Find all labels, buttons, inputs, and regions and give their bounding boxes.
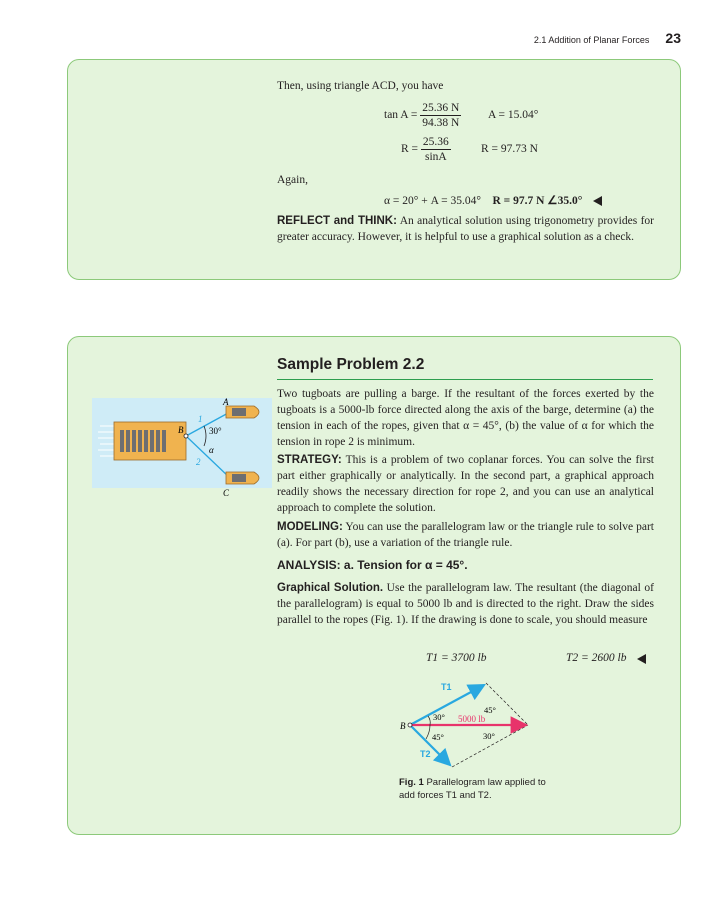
graphical-text: Use the parallelogram law. The resultant (the diagonal of the parallelogram) is equal to 5000 lb and is directed to the right. Draw the sides parallel to the ropes (Fig. 1). If the drawing is done to scale, you should measure — [277, 582, 654, 626]
label-rope-1: 1 — [198, 414, 203, 424]
eq1-lhs: tan A = — [384, 109, 418, 122]
equation-tan-a — [384, 101, 461, 130]
graphical-paragraph — [277, 580, 654, 628]
reflect-text: An analytical solution using trigonometry provides for greater accuracy. However, it is helpful to use a graphical solution as a check. — [277, 215, 655, 243]
angle-arc-45 — [426, 725, 430, 739]
label-a: A — [223, 397, 229, 407]
parallelogram-figure — [400, 680, 570, 772]
fig1-caption-text: Parallelogram law applied to add forces T1 and T2. — [399, 777, 546, 801]
page-number: 23 — [665, 30, 681, 46]
again-text: Again, — [277, 174, 308, 186]
answer-marker-icon — [593, 196, 602, 206]
fig1-caption — [399, 777, 559, 802]
eq1-numerator: 25.36 N — [422, 102, 460, 114]
eq1-fraction — [420, 101, 461, 130]
modeling-text: You can use the parallelogram law or the triangle rule to solve part (a). For part (b), use a variation of the triangle rule. — [277, 521, 654, 549]
point-b — [408, 723, 412, 727]
graphical-label: Graphical Solution. — [277, 582, 384, 594]
label-rope-2: 2 — [196, 457, 201, 467]
problem-statement: Two tugboats are pulling a barge. If the resultant of the forces exerted by the tugboats is a 5000-lb force directed along the axis of the barge, determine (a) the tension in each of the ropes, given that α = 45°, (b) the value of α for which the tension in rope 2 is minimum. — [277, 388, 654, 448]
analysis-heading: ANALYSIS: a. Tension for α = 45°. — [277, 558, 468, 572]
eq1-result: A = 15.04° — [488, 109, 539, 121]
strategy-label: STRATEGY: — [277, 454, 342, 466]
label-angle-30-top: 30° — [433, 712, 445, 722]
strategy-text: This is a problem of two coplanar forces. You can solve the first part either graphically or analytically. In the second part, a graphical approach readily shows the necessary direction for rope 2, and you can use an analytical approach to complete the solution. — [277, 454, 654, 514]
final-alpha: α = 20° + A = 35.04° — [384, 195, 481, 207]
equation-r — [401, 135, 451, 164]
t2-vector — [410, 725, 450, 765]
angle-arc-30 — [428, 716, 430, 725]
label-t2: T2 — [420, 749, 431, 759]
eq2-lhs: R = — [401, 143, 419, 156]
reflect-label: REFLECT and THINK: — [277, 215, 397, 227]
label-angle-45-bottom: 45° — [432, 732, 444, 742]
point-b — [184, 434, 188, 438]
label-30-degrees: 30° — [209, 426, 222, 436]
label-angle-30-bottom: 30° — [483, 731, 495, 741]
barge-tugboat-figure — [92, 392, 272, 496]
eq2-fraction — [421, 135, 451, 164]
answer-marker-icon — [637, 654, 646, 664]
reflect-paragraph — [277, 213, 654, 245]
eq2-result: R = 97.73 N — [481, 143, 538, 155]
dashed-side-upper — [486, 683, 528, 725]
intro-text: Then, using triangle ACD, you have — [277, 80, 444, 92]
modeling-label: MODELING: — [277, 521, 343, 533]
t2-result: T2 = 2600 lb — [566, 652, 627, 664]
eq2-denominator: sinA — [424, 151, 447, 163]
tugboat-c-cabin — [232, 474, 246, 482]
tugboat-a-cabin — [232, 408, 246, 416]
title-rule — [277, 379, 653, 380]
modeling-paragraph — [277, 519, 654, 551]
eq1-denominator: 94.38 N — [422, 117, 460, 129]
eq2-numerator: 25.36 — [422, 136, 449, 148]
label-alpha: α — [209, 445, 214, 455]
sample-problem-title: Sample Problem 2.2 — [277, 356, 425, 373]
section-title: 2.1 Addition of Planar Forces — [533, 35, 650, 45]
label-angle-45-top: 45° — [484, 705, 496, 715]
label-c: C — [223, 488, 230, 498]
fig1-caption-label: Fig. 1 — [399, 777, 424, 788]
final-answer — [384, 193, 602, 207]
label-b: B — [400, 721, 406, 731]
running-head — [534, 30, 681, 46]
final-resultant: R = 97.7 N ∠35.0° — [492, 195, 583, 207]
label-force: 5000 lb — [458, 714, 486, 724]
t1-result: T1 = 3700 lb — [426, 652, 487, 664]
strategy-paragraph — [277, 452, 654, 516]
label-t1: T1 — [441, 682, 452, 692]
label-b: B — [178, 425, 184, 435]
